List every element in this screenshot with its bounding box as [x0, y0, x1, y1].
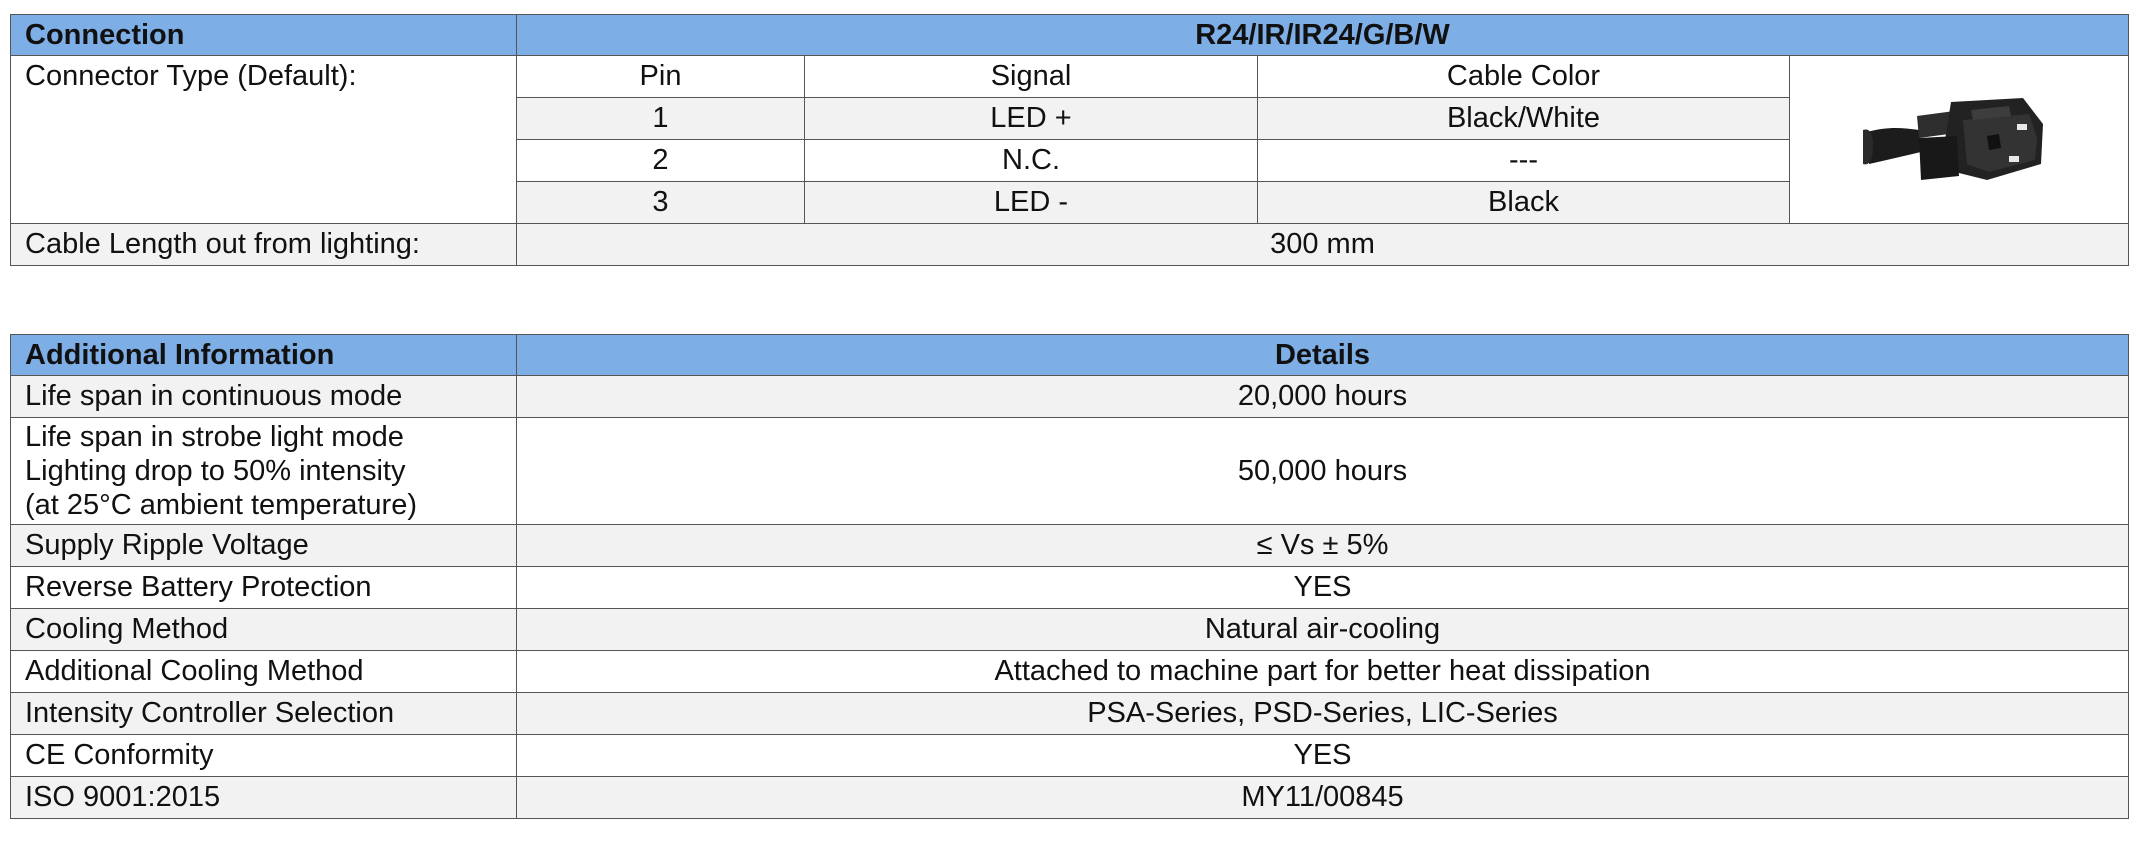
info-label: CE Conformity — [11, 735, 517, 777]
info-label: Intensity Controller Selection — [11, 693, 517, 735]
info-label-line: (at 25°C ambient temperature) — [25, 489, 417, 521]
info-value: YES — [517, 735, 2129, 777]
info-label: Life span in continuous mode — [11, 376, 517, 418]
info-value: ≤ Vs ± 5% — [517, 525, 2129, 567]
pin-number: 1 — [517, 98, 805, 140]
pin-header-row — [11, 56, 2129, 98]
info-row — [11, 609, 2129, 651]
pin-signal: LED + — [805, 98, 1258, 140]
connector-plug-icon — [1790, 80, 2128, 200]
additional-info-table — [10, 334, 2129, 819]
pin-cable-color: --- — [1258, 140, 1790, 182]
info-value: Attached to machine part for better heat dissipation — [517, 651, 2129, 693]
info-label-line: Lighting drop to 50% intensity — [25, 455, 406, 487]
pin-cable-color: Black — [1258, 182, 1790, 224]
additional-header-label: Additional Information — [11, 335, 517, 376]
connector-type-label: Connector Type (Default): — [11, 56, 517, 224]
info-label-line: Life span in strobe light mode — [25, 421, 404, 453]
cable-length-row — [11, 224, 2129, 266]
connector-image — [1790, 56, 2129, 224]
additional-header-row — [11, 335, 2129, 376]
info-label: Cooling Method — [11, 609, 517, 651]
info-value: 20,000 hours — [517, 376, 2129, 418]
info-label: ISO 9001:2015 — [11, 777, 517, 819]
info-label: Reverse Battery Protection — [11, 567, 517, 609]
pin-cable-color: Black/White — [1258, 98, 1790, 140]
info-value: YES — [517, 567, 2129, 609]
info-row — [11, 525, 2129, 567]
info-value: PSA-Series, PSD-Series, LIC-Series — [517, 693, 2129, 735]
info-row — [11, 693, 2129, 735]
additional-header-value: Details — [517, 335, 2129, 376]
connection-header-label: Connection — [11, 15, 517, 56]
connection-header-value: R24/IR/IR24/G/B/W — [517, 15, 2129, 56]
info-row — [11, 651, 2129, 693]
info-label: Supply Ripple Voltage — [11, 525, 517, 567]
info-label: Additional Cooling Method — [11, 651, 517, 693]
info-value: 50,000 hours — [517, 418, 2129, 525]
pin-signal: N.C. — [805, 140, 1258, 182]
signal-column-header: Signal — [805, 56, 1258, 98]
cable-length-value: 300 mm — [517, 224, 2129, 266]
pin-column-header: Pin — [517, 56, 805, 98]
pin-signal: LED - — [805, 182, 1258, 224]
pin-number: 2 — [517, 140, 805, 182]
cable-color-column-header: Cable Color — [1258, 56, 1790, 98]
info-label — [11, 418, 517, 525]
connection-table — [10, 14, 2129, 266]
pin-number: 3 — [517, 182, 805, 224]
info-row — [11, 735, 2129, 777]
info-row — [11, 376, 2129, 418]
info-row — [11, 567, 2129, 609]
info-row — [11, 418, 2129, 525]
connection-header-row — [11, 15, 2129, 56]
cable-length-label: Cable Length out from lighting: — [11, 224, 517, 266]
info-value: Natural air-cooling — [517, 609, 2129, 651]
info-value: MY11/00845 — [517, 777, 2129, 819]
info-row — [11, 777, 2129, 819]
